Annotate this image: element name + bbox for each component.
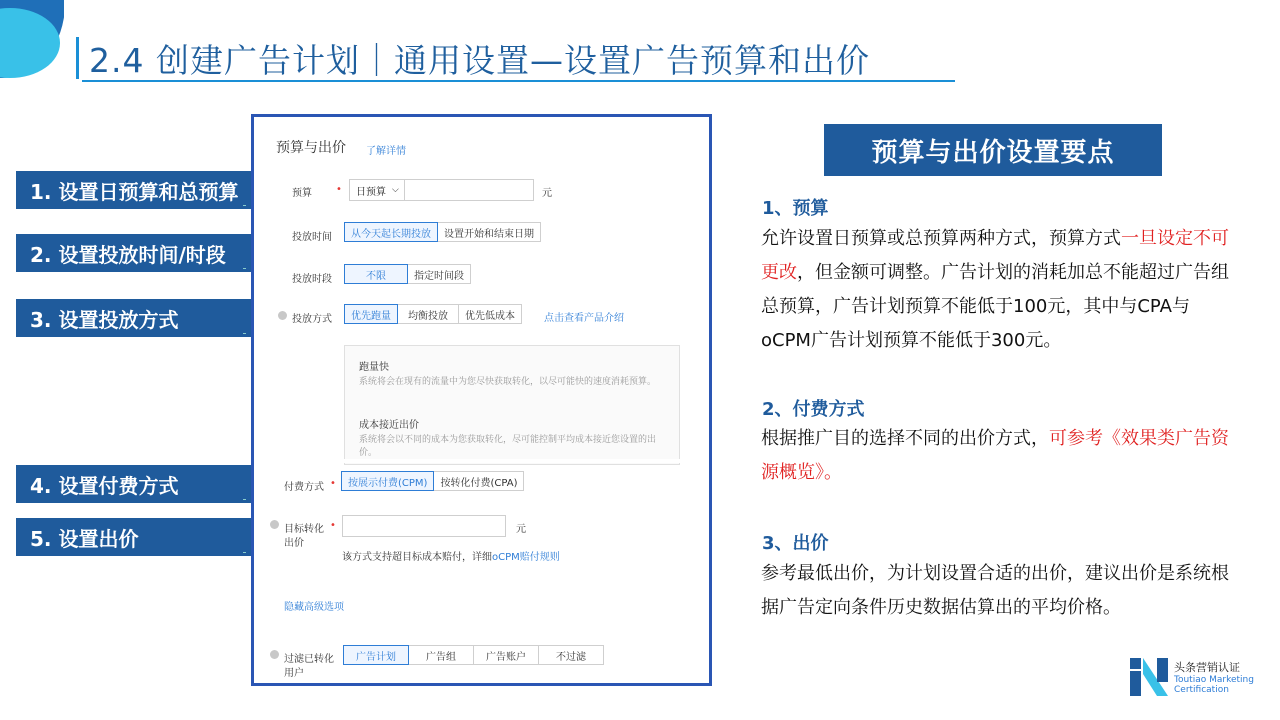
help-icon[interactable] [278,311,287,320]
title-underline [82,80,955,82]
slide-title-bar [76,36,870,80]
section-bid-title: 3、出价 [762,533,829,554]
bid-unit: 元 [516,524,526,535]
budget-warning: 一旦设定不可更改 [761,228,1229,283]
pay-reference: 可参考《效果类广告资源概览》。 [761,428,1229,483]
step-label-4: 4. 设置付费方式 [16,465,254,503]
brand-mark [1130,658,1254,696]
required-mark: • [330,520,336,531]
hide-advanced-link[interactable]: 隐藏高级选项 [284,602,344,613]
pay-option-cpm[interactable]: 按展示付费(CPM) [341,471,434,491]
time-option-group [345,222,541,242]
toutiao-logo-icon [1130,658,1168,696]
budget-unit: 元 [542,188,552,199]
mode-option-volume[interactable]: 优先跑量 [344,304,398,324]
corner-decoration [0,0,64,80]
mode-option-group [345,304,522,324]
product-intro-link[interactable]: 点击查看产品介绍 [544,313,624,324]
ocpm-rules-link[interactable]: oCPM赔付规则 [492,552,560,563]
filter-label-line1: 过滤已转化 [284,654,334,665]
slide-title: 2.4 创建广告计划｜通用设置—设置广告预算和出价 [89,40,870,80]
bid-label-line2: 出价 [284,538,304,549]
time-option-date-range[interactable]: 设置开始和结束日期 [437,222,541,242]
period-option-group [345,264,471,284]
section-pay-text: 根据推广目的选择不同的出价方式，可参考《效果类广告资源概览》。 [761,428,1229,483]
mode-option-balanced[interactable]: 均衡投放 [397,304,459,324]
key-points-header: 预算与出价设置要点 [824,124,1162,176]
period-label: 投放时段 [292,274,332,285]
brand-en-1: Toutiao Marketing [1174,675,1254,685]
step-label-5: 5. 设置出价 [16,518,254,556]
filter-option-plan[interactable]: 广告计划 [343,645,409,665]
period-option-specified[interactable]: 指定时间段 [407,264,471,284]
help-icon[interactable] [270,520,279,529]
required-mark: • [330,478,336,489]
period-option-unlimited[interactable]: 不限 [344,264,408,284]
mode-label: 投放方式 [292,314,332,325]
filter-label-line2: 用户 [284,668,304,679]
mode-hint-box [344,345,680,465]
section-budget-text: 允许设置日预算或总预算两种方式，预算方式一旦设定不可更改，但金额可调整。广告计划的消耗加总不能超过广告组总预算，广告计划预算不能低于100元，其中与CPA与oCPM广告计划预算不能低于300元。 [761,228,1229,351]
mode-option-low-cost[interactable]: 优先低成本 [458,304,522,324]
hint-cost-text: 系统将会以不同的成本为您获取转化，尽可能控制平均成本接近您设置的出价。 [359,435,657,458]
learn-more-link[interactable]: 了解详情 [366,146,406,157]
section-pay-title: 2、付费方式 [762,399,865,420]
hint-cost-title: 成本接近出价 [359,420,419,431]
time-label: 投放时间 [292,232,332,243]
chevron-down-icon: ⌵ [392,185,399,195]
filter-option-group [344,645,604,665]
budget-select-value: 日预算 [356,186,386,198]
bid-amount-input[interactable] [342,515,506,537]
pay-option-cpa[interactable]: 按转化付费(CPA) [433,471,524,491]
bid-note [342,548,560,563]
brand-cn: 头条营销认证 [1174,661,1240,674]
bid-note-text: 该方式支持超目标成本赔付，详细 [342,552,492,563]
step-label-1: 1. 设置日预算和总预算 [16,171,254,209]
brand-en-2: Certification [1174,685,1229,695]
pay-option-group [342,471,524,491]
form-screenshot-panel [251,114,712,686]
budget-label: 预算 [292,188,312,199]
time-option-long-term[interactable]: 从今天起长期投放 [344,222,438,242]
step-label-2: 2. 设置投放时间/时段 [16,234,254,272]
required-mark: • [336,184,342,195]
filter-option-account[interactable]: 广告账户 [473,645,539,665]
filter-option-group-level[interactable]: 广告组 [408,645,474,665]
bid-label-line1: 目标转化 [284,524,324,535]
help-icon[interactable] [270,650,279,659]
budget-amount-input[interactable] [404,179,534,201]
hint-volume-text: 系统将会在现有的流量中为您尽快获取转化，以尽可能快的速度消耗预算。 [359,377,657,387]
section-bid-text: 参考最低出价，为计划设置合适的出价，建议出价是系统根据广告定向条件历史数据估算出的平均价格。 [761,563,1229,618]
hint-volume-title: 跑量快 [359,362,389,373]
section-budget-title: 1、预算 [762,198,829,219]
form-section-title: 预算与出价 [276,140,346,156]
budget-type-select[interactable] [349,179,405,201]
filter-option-none[interactable]: 不过滤 [538,645,604,665]
pay-label: 付费方式 [284,482,324,493]
step-label-3: 3. 设置投放方式 [16,299,254,337]
